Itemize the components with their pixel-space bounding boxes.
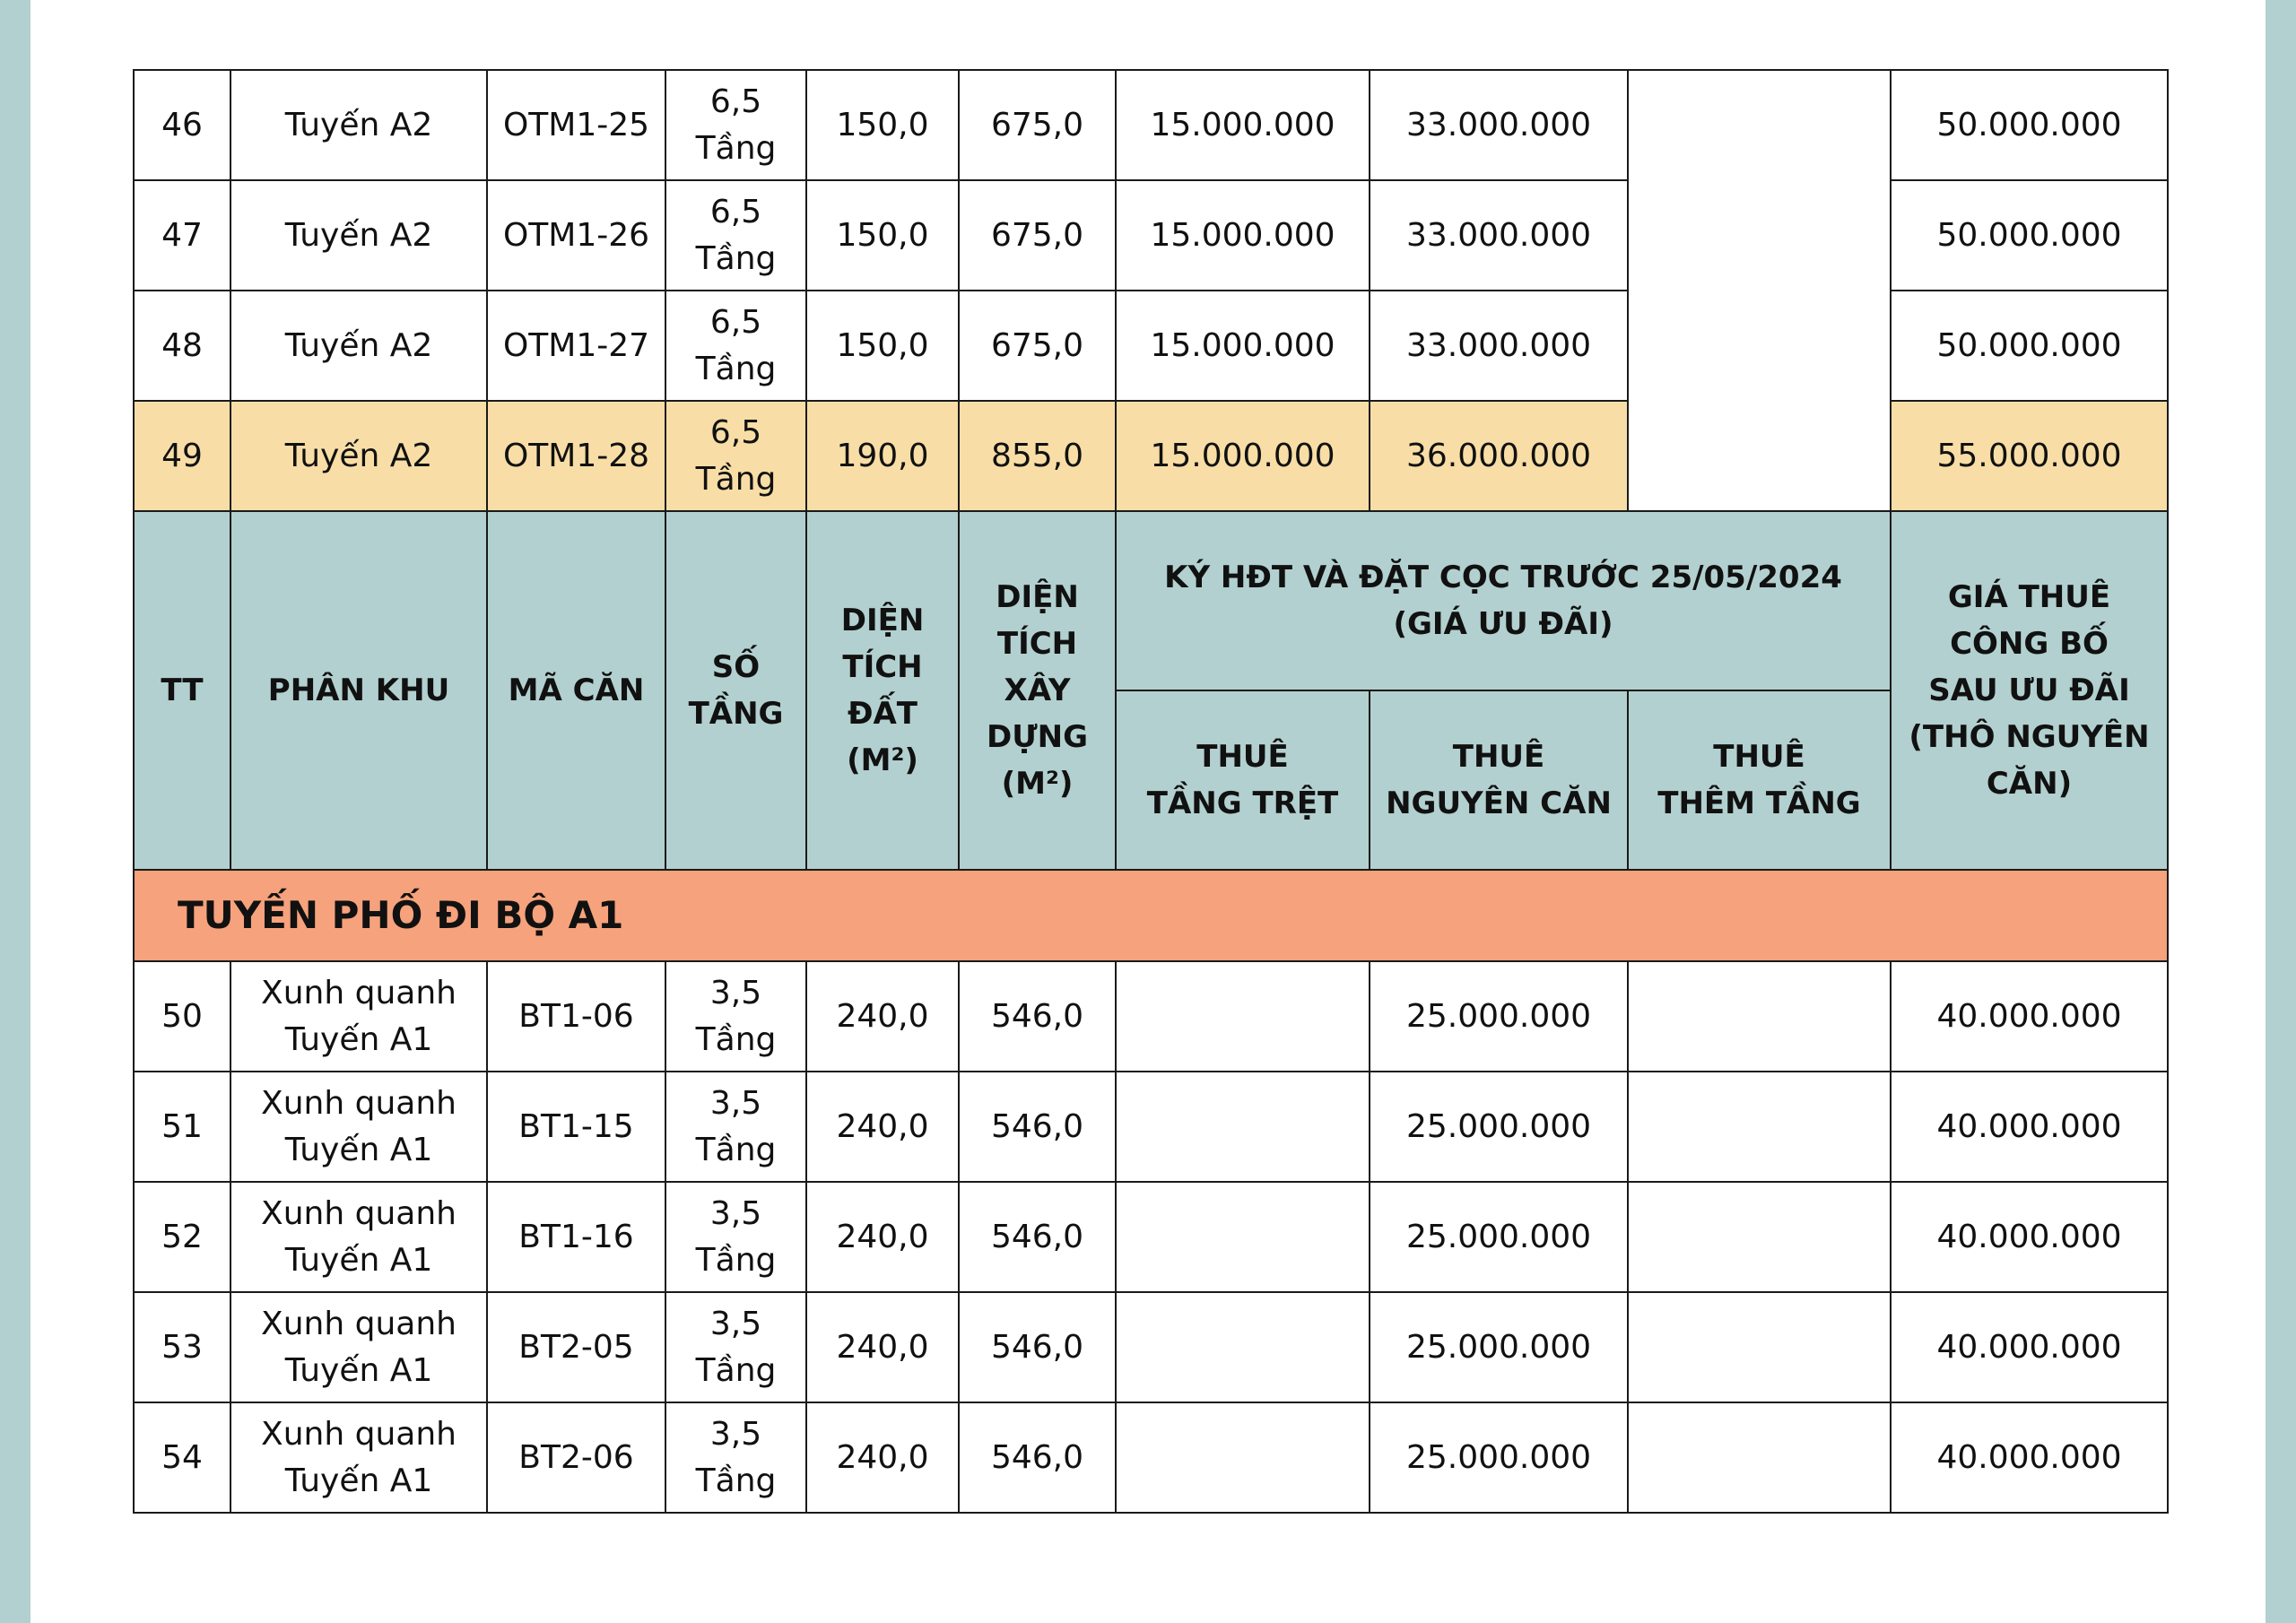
cell-dien-tich-dat: 190,0 <box>806 401 959 511</box>
cell-dien-tich-xay-dung: 675,0 <box>959 180 1116 291</box>
cell-dien-tich-dat: 240,0 <box>806 1402 959 1513</box>
table-row <box>134 1072 2168 1182</box>
table-header-row <box>134 511 2168 690</box>
cell-so-tang: 6,5 Tầng <box>665 70 806 180</box>
cell-phan-khu: Tuyến A2 <box>230 70 487 180</box>
cell-tt: 46 <box>134 70 230 180</box>
cell-so-tang: 3,5 Tầng <box>665 961 806 1072</box>
cell-phan-khu: Xunh quanh Tuyến A1 <box>230 1292 487 1402</box>
cell-thue-tang-tret <box>1116 1402 1370 1513</box>
cell-thue-nguyen-can: 25.000.000 <box>1370 1072 1628 1182</box>
cell-phan-khu: Tuyến A2 <box>230 291 487 401</box>
cell-tt: 49 <box>134 401 230 511</box>
header-dien-tich-dat: DIỆN TÍCH ĐẤT (M²) <box>806 511 959 870</box>
cell-thue-them-tang <box>1628 1072 1891 1182</box>
cell-phan-khu: Xunh quanh Tuyến A1 <box>230 1072 487 1182</box>
cell-dien-tich-dat: 240,0 <box>806 1072 959 1182</box>
cell-phan-khu: Tuyến A2 <box>230 180 487 291</box>
cell-so-tang: 6,5 Tầng <box>665 291 806 401</box>
cell-so-tang: 3,5 Tầng <box>665 1402 806 1513</box>
header-so-tang: SỐ TẦNG <box>665 511 806 870</box>
cell-tt: 50 <box>134 961 230 1072</box>
table-row <box>134 1182 2168 1292</box>
cell-thue-tang-tret: 15.000.000 <box>1116 401 1370 511</box>
cell-gia-cong-bo: 40.000.000 <box>1891 1402 2168 1513</box>
table-row <box>134 961 2168 1072</box>
cell-ma-can: OTM1-26 <box>487 180 665 291</box>
cell-ma-can: BT1-15 <box>487 1072 665 1182</box>
cell-ma-can: OTM1-28 <box>487 401 665 511</box>
cell-tt: 51 <box>134 1072 230 1182</box>
cell-phan-khu: Xunh quanh Tuyến A1 <box>230 1402 487 1513</box>
rental-price-table <box>133 69 2169 1514</box>
cell-dien-tich-xay-dung: 546,0 <box>959 961 1116 1072</box>
cell-gia-cong-bo: 50.000.000 <box>1891 180 2168 291</box>
cell-thue-nguyen-can: 25.000.000 <box>1370 1402 1628 1513</box>
cell-dien-tich-dat: 150,0 <box>806 291 959 401</box>
cell-thue-nguyen-can: 33.000.000 <box>1370 291 1628 401</box>
cell-dien-tich-xay-dung: 546,0 <box>959 1402 1116 1513</box>
section-title: TUYẾN PHỐ ĐI BỘ A1 <box>134 870 2168 961</box>
cell-gia-cong-bo: 40.000.000 <box>1891 1292 2168 1402</box>
header-phan-khu: PHÂN KHU <box>230 511 487 870</box>
cell-thue-nguyen-can: 25.000.000 <box>1370 1182 1628 1292</box>
cell-so-tang: 3,5 Tầng <box>665 1182 806 1292</box>
cell-ma-can: BT2-05 <box>487 1292 665 1402</box>
cell-ma-can: OTM1-25 <box>487 70 665 180</box>
cell-thue-them-tang <box>1628 1292 1891 1402</box>
cell-gia-cong-bo: 40.000.000 <box>1891 961 2168 1072</box>
header-ma-can: MÃ CĂN <box>487 511 665 870</box>
cell-so-tang: 6,5 Tầng <box>665 180 806 291</box>
cell-ma-can: BT2-06 <box>487 1402 665 1513</box>
cell-ma-can: OTM1-27 <box>487 291 665 401</box>
section-row <box>134 870 2168 961</box>
cell-so-tang: 6,5 Tầng <box>665 401 806 511</box>
cell-thue-tang-tret: 15.000.000 <box>1116 70 1370 180</box>
cell-thue-tang-tret <box>1116 1182 1370 1292</box>
cell-thue-nguyen-can: 33.000.000 <box>1370 180 1628 291</box>
cell-dien-tich-xay-dung: 546,0 <box>959 1182 1116 1292</box>
cell-thue-them-tang <box>1628 961 1891 1072</box>
cell-phan-khu: Xunh quanh Tuyến A1 <box>230 1182 487 1292</box>
cell-tt: 47 <box>134 180 230 291</box>
cell-thue-tang-tret: 15.000.000 <box>1116 180 1370 291</box>
cell-dien-tich-dat: 150,0 <box>806 70 959 180</box>
cell-gia-cong-bo: 55.000.000 <box>1891 401 2168 511</box>
table-row <box>134 70 2168 180</box>
cell-dien-tich-xay-dung: 675,0 <box>959 291 1116 401</box>
cell-thue-tang-tret <box>1116 1292 1370 1402</box>
cell-thue-nguyen-can: 25.000.000 <box>1370 1292 1628 1402</box>
header-gia-cong-bo: GIÁ THUÊ CÔNG BỐ SAU ƯU ĐÃI (THÔ NGUYÊN CĂN) <box>1891 511 2168 870</box>
cell-gia-cong-bo: 40.000.000 <box>1891 1182 2168 1292</box>
cell-tt: 48 <box>134 291 230 401</box>
cell-phan-khu: Xunh quanh Tuyến A1 <box>230 961 487 1072</box>
cell-tt: 53 <box>134 1292 230 1402</box>
cell-thue-tang-tret: 15.000.000 <box>1116 291 1370 401</box>
cell-dien-tich-dat: 150,0 <box>806 180 959 291</box>
cell-thue-nguyen-can: 36.000.000 <box>1370 401 1628 511</box>
cell-thue-tang-tret <box>1116 1072 1370 1182</box>
cell-gia-cong-bo: 50.000.000 <box>1891 70 2168 180</box>
cell-ma-can: BT1-16 <box>487 1182 665 1292</box>
cell-dien-tich-xay-dung: 675,0 <box>959 70 1116 180</box>
cell-dien-tich-xay-dung: 855,0 <box>959 401 1116 511</box>
cell-dien-tich-dat: 240,0 <box>806 1292 959 1402</box>
cell-gia-cong-bo: 50.000.000 <box>1891 291 2168 401</box>
cell-dien-tich-xay-dung: 546,0 <box>959 1072 1116 1182</box>
table-row <box>134 1292 2168 1402</box>
cell-thue-tang-tret <box>1116 961 1370 1072</box>
table-row <box>134 1402 2168 1513</box>
cell-so-tang: 3,5 Tầng <box>665 1072 806 1182</box>
cell-dien-tich-xay-dung: 546,0 <box>959 1292 1116 1402</box>
cell-thue-nguyen-can: 33.000.000 <box>1370 70 1628 180</box>
header-thue-them-tang: THUÊ THÊM TẦNG <box>1628 690 1891 870</box>
cell-dien-tich-dat: 240,0 <box>806 961 959 1072</box>
cell-so-tang: 3,5 Tầng <box>665 1292 806 1402</box>
cell-thue-them-tang-merged <box>1628 70 1891 511</box>
cell-thue-them-tang <box>1628 1402 1891 1513</box>
header-tt: TT <box>134 511 230 870</box>
cell-gia-cong-bo: 40.000.000 <box>1891 1072 2168 1182</box>
header-thue-nguyen-can: THUÊ NGUYÊN CĂN <box>1370 690 1628 870</box>
header-group-uu-dai: KÝ HĐT VÀ ĐẶT CỌC TRƯỚC 25/05/2024 (GIÁ ƯU ĐÃI) <box>1116 511 1891 690</box>
cell-phan-khu: Tuyến A2 <box>230 401 487 511</box>
cell-tt: 54 <box>134 1402 230 1513</box>
header-thue-tang-tret: THUÊ TẦNG TRỆT <box>1116 690 1370 870</box>
cell-ma-can: BT1-06 <box>487 961 665 1072</box>
cell-tt: 52 <box>134 1182 230 1292</box>
header-dien-tich-xay-dung: DIỆN TÍCH XÂY DỰNG (M²) <box>959 511 1116 870</box>
cell-thue-them-tang <box>1628 1182 1891 1292</box>
document-page <box>30 0 2266 1623</box>
cell-dien-tich-dat: 240,0 <box>806 1182 959 1292</box>
cell-thue-nguyen-can: 25.000.000 <box>1370 961 1628 1072</box>
